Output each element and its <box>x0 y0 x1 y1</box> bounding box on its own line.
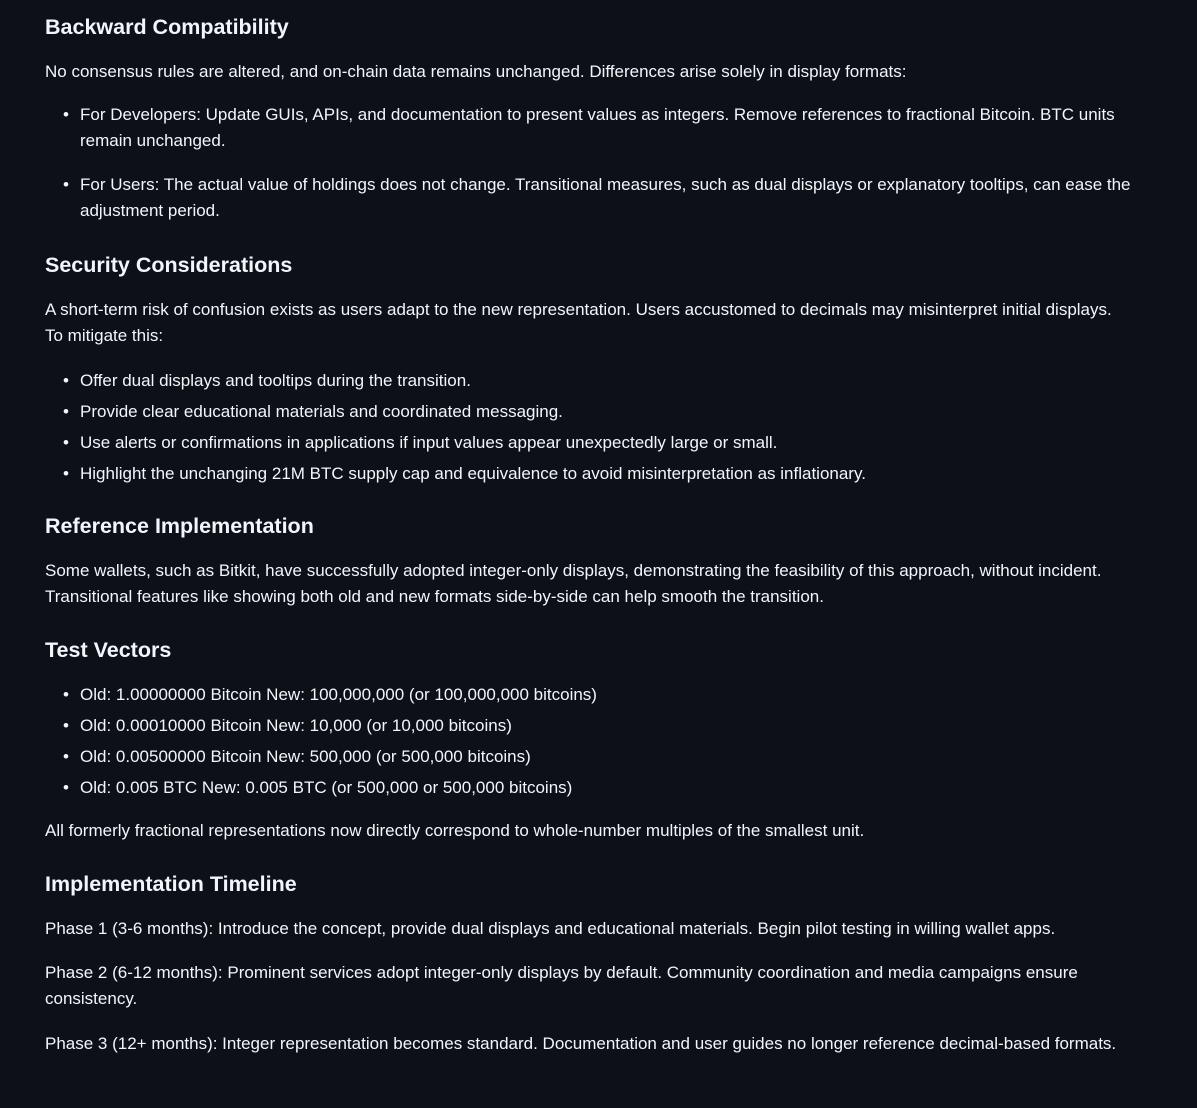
section-heading-test-vectors: Test Vectors <box>45 638 172 662</box>
section-heading-backward-compatibility: Backward Compatibility <box>45 15 289 39</box>
bullet-icon: • <box>63 433 69 452</box>
bullet-icon: • <box>63 105 69 124</box>
bullet-icon: • <box>63 685 69 704</box>
bullet-icon: • <box>63 778 69 797</box>
test-vectors-list <box>45 682 1160 801</box>
list-item: • Offer dual displays and tooltips during the transition. <box>80 368 1160 394</box>
list-item: • Old: 0.00010000 Bitcoin New: 10,000 (or 10,000 bitcoins) <box>80 713 1160 739</box>
security-considerations-intro: A short-term risk of confusion exists as users adapt to the new representation. Users accustomed to decimals may misinterpret initial displays. To mitigate this: <box>45 300 1112 345</box>
list-item: • Old: 1.00000000 Bitcoin New: 100,000,000 (or 100,000,000 bitcoins) <box>80 682 1160 708</box>
reference-implementation-text: Some wallets, such as Bitkit, have successfully adopted integer-only displays, demonstrating the feasibility of this approach, without incident. Transitional features like showing both old and new formats side-by-side can help smooth the transition. <box>45 561 1102 606</box>
timeline-phase-1: Phase 1 (3-6 months): Introduce the concept, provide dual displays and educational materials. Begin pilot testing in willing wallet apps. <box>45 919 1056 938</box>
list-item: • For Developers: Update GUIs, APIs, and documentation to present values as integers. Remove references to fractional Bitcoin. BTC units remain unchanged. <box>80 102 1160 154</box>
list-item: • Provide clear educational materials and coordinated messaging. <box>80 399 1160 425</box>
bullet-icon: • <box>63 716 69 735</box>
list-item: • Use alerts or confirmations in applications if input values appear unexpectedly large or small. <box>80 430 1160 456</box>
timeline-phase-3: Phase 3 (12+ months): Integer representation becomes standard. Documentation and user guides no longer reference decimal-based formats. <box>45 1034 1117 1053</box>
test-vectors-outro: All formerly fractional representations now directly correspond to whole-number multiples of the smallest unit. <box>45 821 865 840</box>
bullet-icon: • <box>63 464 69 483</box>
backward-compatibility-list <box>45 102 1160 224</box>
list-item: • Old: 0.00500000 Bitcoin New: 500,000 (or 500,000 bitcoins) <box>80 744 1160 770</box>
bullet-icon: • <box>63 402 69 421</box>
bullet-icon: • <box>63 747 69 766</box>
security-considerations-list <box>45 368 1160 487</box>
backward-compatibility-intro: No consensus rules are altered, and on-chain data remains unchanged. Differences arise solely in display formats: <box>45 62 907 81</box>
list-item: • Highlight the unchanging 21M BTC supply cap and equivalence to avoid misinterpretation as inflationary. <box>80 461 1160 487</box>
bullet-icon: • <box>63 371 69 390</box>
section-heading-security-considerations: Security Considerations <box>45 253 293 277</box>
section-heading-reference-implementation: Reference Implementation <box>45 514 314 538</box>
list-item: • For Users: The actual value of holdings does not change. Transitional measures, such as dual displays or explanatory tooltips, can ease the adjustment period. <box>80 172 1160 224</box>
section-heading-implementation-timeline: Implementation Timeline <box>45 872 297 896</box>
list-item: • Old: 0.005 BTC New: 0.005 BTC (or 500,000 or 500,000 bitcoins) <box>80 775 1160 801</box>
bullet-icon: • <box>63 175 69 194</box>
timeline-phase-2: Phase 2 (6-12 months): Prominent services adopt integer-only displays by default. Community coordination and media campaigns ensure consistency. <box>45 963 1078 1008</box>
